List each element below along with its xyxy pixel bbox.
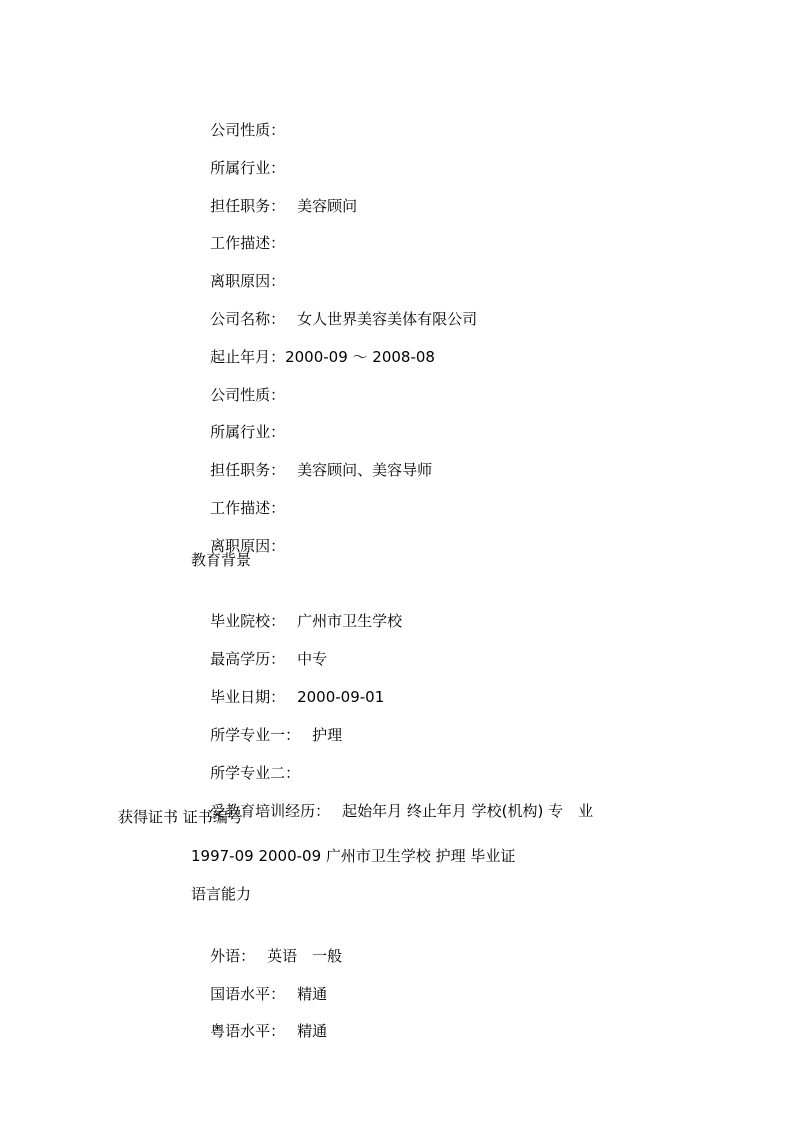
education-degree-value: 中专	[297, 650, 328, 668]
education-major2-row	[191, 737, 301, 782]
education-school-row	[191, 585, 403, 630]
job-b-desc-row	[191, 472, 286, 517]
language-mandarin-value: 精通	[297, 985, 328, 1003]
job-b-industry-label: 所属行业：	[210, 423, 286, 441]
job-b-position-value: 美容顾问、美容导师	[297, 461, 433, 479]
job-a-leave-reason-label: 离职原因：	[210, 272, 286, 290]
job-a-company-type-row	[191, 94, 286, 139]
job-b-period-row	[191, 321, 435, 366]
job-a-position-label: 担任职务：	[210, 197, 286, 215]
job-b-company-type-label: 公司性质：	[210, 386, 286, 404]
job-b-industry-row	[191, 396, 286, 441]
education-heading: 教育背景	[191, 551, 252, 569]
language-foreign-row	[191, 920, 343, 965]
education-training-record: 1997-09 2000-09 广州市卫生学校 护理 毕业证	[191, 847, 516, 865]
job-a-industry-label: 所属行业：	[210, 159, 286, 177]
job-a-company-type-label: 公司性质：	[210, 121, 286, 139]
education-training-columns-cont: 获得证书 证书编号	[118, 808, 243, 826]
job-b-leave-reason-row	[191, 510, 286, 555]
education-grad-date-row	[191, 661, 385, 706]
job-b-company-name-value: 女人世界美容美体有限公司	[297, 310, 478, 328]
job-a-position-row	[191, 170, 358, 215]
job-a-desc-row	[191, 207, 286, 252]
education-training-columns: 起始年月 终止年月 学校(机构) 专 业	[342, 802, 594, 820]
education-major2-label: 所学专业二：	[210, 764, 301, 782]
job-a-industry-row	[191, 132, 286, 177]
education-grad-date-label: 毕业日期：	[210, 688, 286, 706]
education-school-label: 毕业院校：	[210, 612, 286, 630]
language-mandarin-label: 国语水平：	[210, 985, 286, 1003]
education-major1-label: 所学专业一：	[210, 726, 301, 744]
language-foreign-value: 英语 一般	[267, 947, 343, 965]
education-major1-value: 护理	[312, 726, 343, 744]
education-grad-date-value: 2000-09-01	[297, 688, 385, 706]
job-b-desc-label: 工作描述：	[210, 499, 286, 517]
education-degree-label: 最高学历：	[210, 650, 286, 668]
job-a-position-value: 美容顾问	[297, 197, 358, 215]
job-b-position-label: 担任职务：	[210, 461, 286, 479]
job-b-company-name-label: 公司名称：	[210, 310, 286, 328]
language-heading: 语言能力	[191, 885, 252, 903]
language-cantonese-label: 粤语水平：	[210, 1022, 286, 1040]
education-major1-row	[191, 699, 343, 744]
education-degree-row	[191, 623, 328, 668]
education-training-label: 受教育培训经历：	[210, 802, 331, 820]
language-cantonese-row	[191, 995, 328, 1040]
job-b-leave-reason-label: 离职原因：	[210, 537, 286, 555]
job-a-leave-reason-row	[191, 245, 286, 290]
job-b-position-row	[191, 434, 433, 479]
job-b-period-label: 起止年月：	[210, 348, 286, 366]
job-a-desc-label: 工作描述：	[210, 234, 286, 252]
job-b-period-value: 2000-09 ～ 2008-08	[285, 348, 435, 366]
education-school-value: 广州市卫生学校	[297, 612, 403, 630]
language-foreign-label: 外语：	[210, 947, 256, 965]
education-training-row	[191, 775, 594, 820]
language-cantonese-value: 精通	[297, 1022, 328, 1040]
language-mandarin-row	[191, 958, 328, 1003]
job-b-company-type-row	[191, 359, 286, 404]
job-b-company-name-row	[191, 283, 478, 328]
